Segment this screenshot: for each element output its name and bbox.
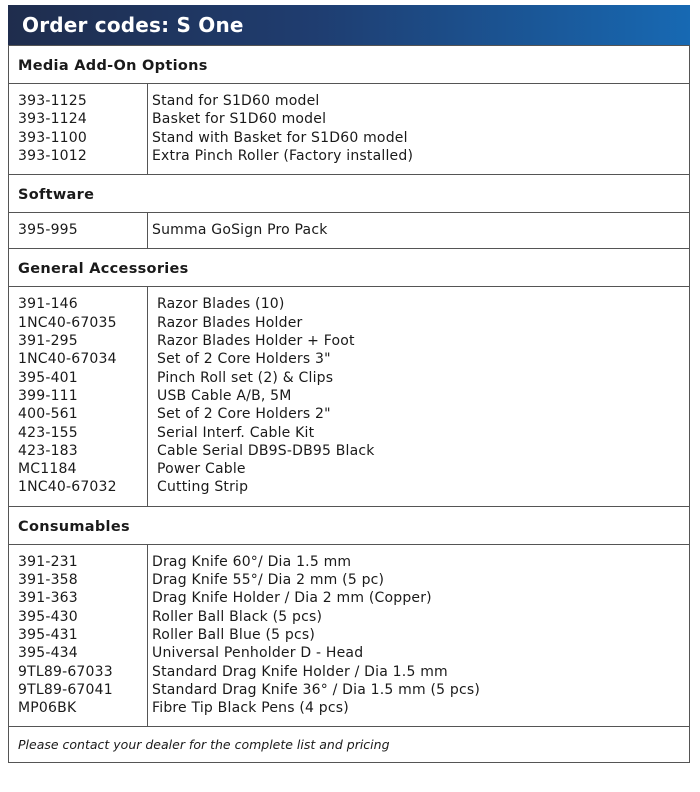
item-code: 423-183 <box>18 442 78 459</box>
description-column <box>148 287 689 505</box>
item-code: 395-401 <box>18 369 78 386</box>
item-code: 391-231 <box>18 553 78 570</box>
item-description: Stand for S1D60 model <box>152 93 320 109</box>
code-column <box>9 545 148 727</box>
item-description: Universal Penholder D - Head <box>152 645 364 662</box>
item-description: Drag Knife Holder / Dia 2 mm (Copper) <box>152 590 432 607</box>
item-description: Razor Blades Holder + Foot <box>157 333 355 350</box>
section-title-software: Software <box>9 174 689 212</box>
item-description: Serial Interf. Cable Kit <box>157 424 315 441</box>
item-description: Power Cable <box>157 461 246 478</box>
item-code: 395-430 <box>18 608 78 625</box>
item-description: Basket for S1D60 model <box>152 111 327 128</box>
section-rows-general-accessories <box>9 286 689 505</box>
item-code: 1NC40-67035 <box>18 314 117 331</box>
item-code: 393-1100 <box>18 129 88 146</box>
page-title: Order codes: S One <box>8 5 690 45</box>
item-description: Cutting Strip <box>157 479 249 496</box>
item-description: Roller Ball Blue (5 pcs) <box>152 626 316 643</box>
section-rows-software <box>9 212 689 248</box>
item-code: 395-434 <box>18 645 78 662</box>
item-description: Set of 2 Core Holders 2" <box>157 406 331 423</box>
section-title-general-accessories: General Accessories <box>9 248 689 286</box>
item-code: MP06BK <box>18 700 77 717</box>
item-description: Standard Drag Knife Holder / Dia 1.5 mm <box>152 663 448 680</box>
item-description: Razor Blades Holder <box>157 314 303 331</box>
code-column <box>9 213 148 248</box>
item-code: 9TL89-67041 <box>18 681 113 698</box>
item-description: Standard Drag Knife 36° / Dia 1.5 mm (5 pcs) <box>152 681 481 698</box>
item-code: 391-146 <box>18 296 78 313</box>
description-column <box>148 545 689 727</box>
description-column <box>148 84 689 174</box>
item-code: 393-1124 <box>18 111 88 128</box>
item-description: Pinch Roll set (2) & Clips <box>157 369 334 386</box>
item-code: 400-561 <box>18 406 78 423</box>
item-code: 399-111 <box>18 387 78 404</box>
item-description: Cable Serial DB9S-DB95 Black <box>157 442 375 459</box>
item-description: Set of 2 Core Holders 3" <box>157 351 331 368</box>
item-code: 393-1012 <box>18 147 88 164</box>
item-code: 393-1125 <box>18 93 88 109</box>
item-description: Drag Knife 60°/ Dia 1.5 mm <box>152 553 352 570</box>
item-description: Drag Knife 55°/ Dia 2 mm (5 pc) <box>152 572 385 589</box>
description-column <box>148 213 689 248</box>
item-code: 9TL89-67033 <box>18 663 113 680</box>
item-code: 1NC40-67032 <box>18 479 117 496</box>
section-rows-consumables <box>9 544 689 727</box>
item-description: Extra Pinch Roller (Factory installed) <box>152 147 414 164</box>
order-codes-sheet <box>8 5 690 763</box>
code-column <box>9 287 148 505</box>
item-code: 395-431 <box>18 626 78 643</box>
item-code: 391-358 <box>18 572 78 589</box>
order-codes-table <box>8 45 690 763</box>
item-description: Summa GoSign Pro Pack <box>152 222 328 239</box>
item-code: 391-363 <box>18 590 78 607</box>
section-title-consumables: Consumables <box>9 506 689 544</box>
item-description: Stand with Basket for S1D60 model <box>152 129 408 146</box>
footer-note: Please contact your dealer for the complete list and pricing <box>9 726 689 762</box>
item-code: 423-155 <box>18 424 78 441</box>
item-description: Fibre Tip Black Pens (4 pcs) <box>152 700 349 717</box>
item-code: MC1184 <box>18 461 77 478</box>
item-code: 1NC40-67034 <box>18 351 117 368</box>
item-description: USB Cable A/B, 5M <box>157 387 292 404</box>
item-code: 391-295 <box>18 333 78 350</box>
item-code: 395-995 <box>18 222 78 239</box>
code-column <box>9 84 148 174</box>
section-title-media-add-on-options: Media Add-On Options <box>9 45 689 83</box>
section-rows-media-add-on-options <box>9 83 689 174</box>
item-description: Roller Ball Black (5 pcs) <box>152 608 323 625</box>
item-description: Razor Blades (10) <box>157 296 285 313</box>
